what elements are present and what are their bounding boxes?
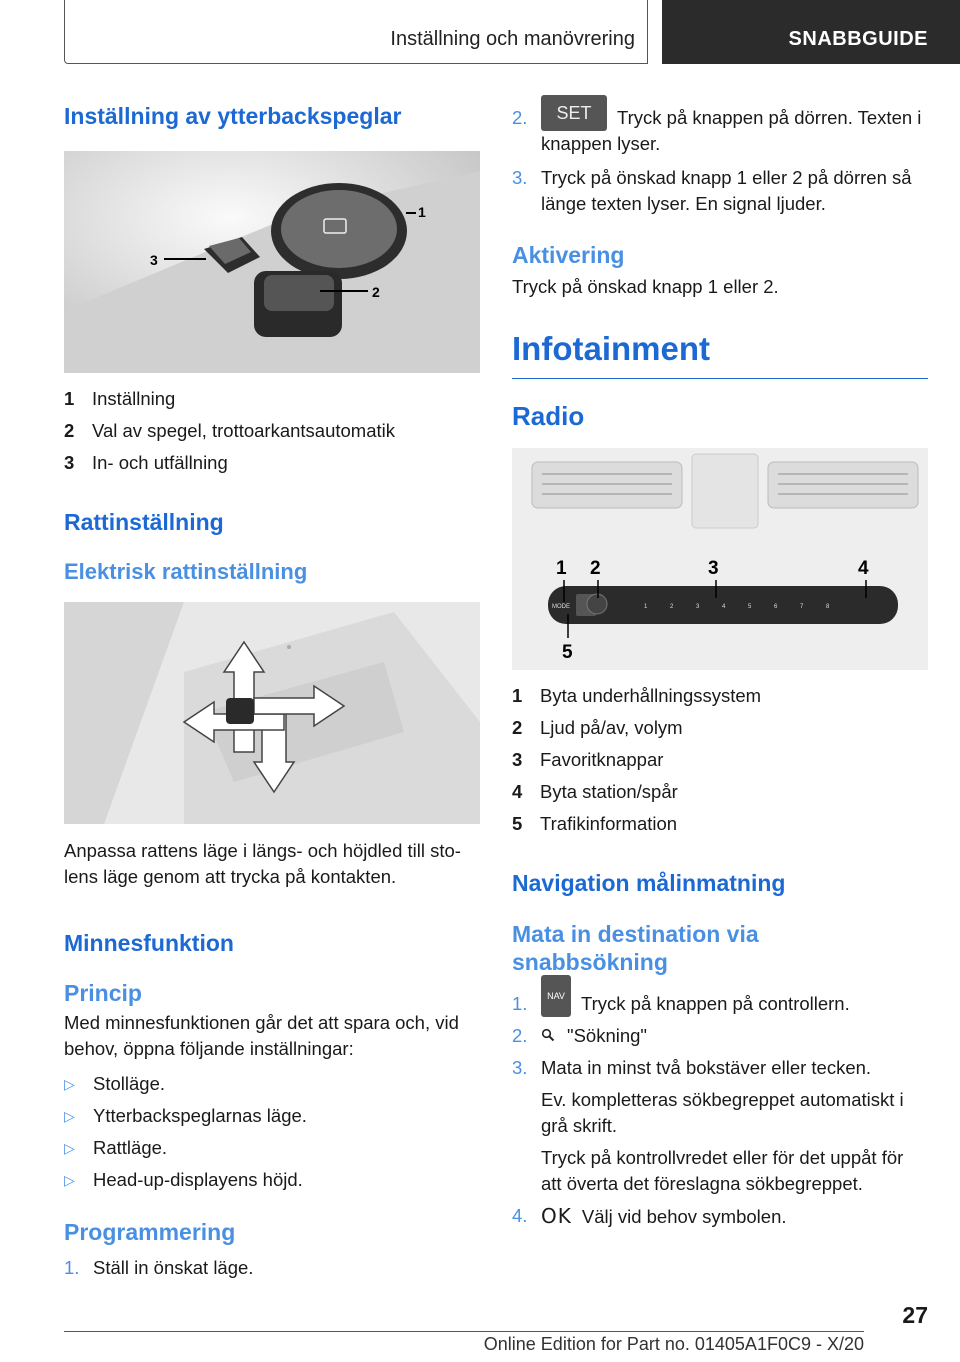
header-section-box [64,0,648,64]
infotainment-heading: Infotainment [512,330,928,379]
svg-text:2: 2 [590,558,601,580]
programming-heading: Programmering [64,1219,236,1246]
list-item: 3. Tryck på önskad knapp 1 eller 2 på dörren så länge texten lyser. En signal ljuder. [512,167,912,215]
principle-heading: Princip [64,980,142,1007]
svg-text:3: 3 [150,251,158,268]
svg-text:4: 4 [858,558,869,580]
svg-text:3: 3 [708,558,719,580]
navigation-steps [512,991,928,1230]
list-item: 4 Byta station/spår [512,781,678,803]
radio-preset-label: 8 [826,604,830,611]
radio-legend [512,680,928,840]
bullet-icon: ▷ [64,1140,75,1157]
header-badge-box [662,0,960,64]
list-item: 3. Mata in minst två bokstäver eller tecken. [512,1057,872,1079]
mirror-controls-image [64,151,480,373]
programming-steps-cont [512,105,928,217]
radio-preset-label: 4 [722,604,726,611]
radio-preset-label: 1 [644,604,648,611]
mirror-controls-illustration [64,151,480,373]
mirror-heading: Inställning av ytterbackspeglar [64,103,402,129]
right-column [512,95,928,1230]
list-item: 1 Byta underhållningssystem [512,685,762,707]
footer-divider [64,1331,864,1332]
list-item: ▷ Stolläge. [64,1068,480,1100]
svg-text:1: 1 [418,203,426,220]
header-section-title: Inställning och manövrering [390,28,635,50]
radio-panel-illustration [512,448,928,670]
svg-text:5: 5 [562,642,573,664]
list-item: 4. OK Välj vid behov symbolen. [512,1204,787,1229]
bullet-icon: ▷ [64,1108,75,1125]
radio-preset-label: 5 [748,604,752,611]
left-column [64,95,480,1281]
header-badge: SNABBGUIDE [788,28,928,50]
page-number: 27 [902,1302,928,1328]
nav-button-icon: NAV [541,975,571,1017]
activation-body: Tryck på önskad knapp 1 eller 2. [512,275,779,297]
edition-text: Online Edition for Part no. 01405A1F0C9 - X/20 [483,1334,864,1354]
list-item: 2. "Sökning" [512,1023,928,1049]
steering-switch-image [64,602,480,824]
radio-preset-label: 2 [670,604,674,611]
navigation-heading: Navigation målinmatning [512,870,786,897]
list-item: ▷ Rattläge. [64,1132,480,1164]
memory-heading: Minnesfunktion [64,929,234,956]
radio-mode-label: MODE [552,604,570,611]
steering-body: Anpassa rattens läge i längs- och höjdled till sto-lens läge genom att trycka på kontakten. [64,839,461,887]
bullet-icon: ▷ [64,1172,75,1189]
svg-text:1: 1 [556,558,567,580]
radio-preset-label: 3 [696,604,700,611]
radio-preset-label: 6 [774,604,778,611]
navigation-subheading: Mata in destination via snabbsökning [512,920,759,976]
bullet-icon: ▷ [64,1076,75,1093]
memory-bullets [64,1068,480,1196]
ok-icon: OK [541,1204,572,1229]
list-item: 1. Ställ in önskat läge. [64,1256,254,1278]
set-button-icon: SET [541,95,607,131]
radio-heading: Radio [512,400,585,431]
list-item: Tryck på kontrollvredet eller för det uppåt för att överta det föreslagna sökbegreppet. [541,1147,904,1195]
principle-body: Med minnesfunktionen går det att spara och, vid behov, öppna följande inställningar: [64,1012,459,1060]
mirror-legend [64,383,480,479]
radio-preset-label: 7 [800,604,804,611]
list-item: 3 In- och utfällning [64,451,228,473]
list-item: 1 Inställning [64,387,176,409]
radio-panel-image [512,448,928,670]
search-icon [541,1023,555,1049]
list-item: ▷ Head-up-displayens höjd. [64,1164,480,1196]
steering-subheading: Elektrisk rattinställning [64,559,308,585]
list-item: 2. SET Tryck på knappen på dörren. Texten i knappen lyser. [512,105,928,157]
list-item: 2 Val av spegel, trottoarkantsautomatik [64,419,396,441]
list-item: Ev. kompletteras sökbegreppet automatiskt i grå skrift. [541,1089,904,1137]
svg-text:2: 2 [372,283,380,300]
list-item: 5 Trafikinformation [512,813,678,835]
list-item: ▷ Ytterbackspeglarnas läge. [64,1100,480,1132]
programming-steps [64,1255,480,1281]
list-item: 3 Favoritknappar [512,749,664,771]
activation-heading: Aktivering [512,242,625,269]
list-item: 1. NAV Tryck på knappen på controllern. [512,991,928,1017]
list-item: 2 Ljud på/av, volym [512,717,683,739]
steering-switch-illustration [64,602,480,824]
steering-heading: Rattinställning [64,508,224,535]
